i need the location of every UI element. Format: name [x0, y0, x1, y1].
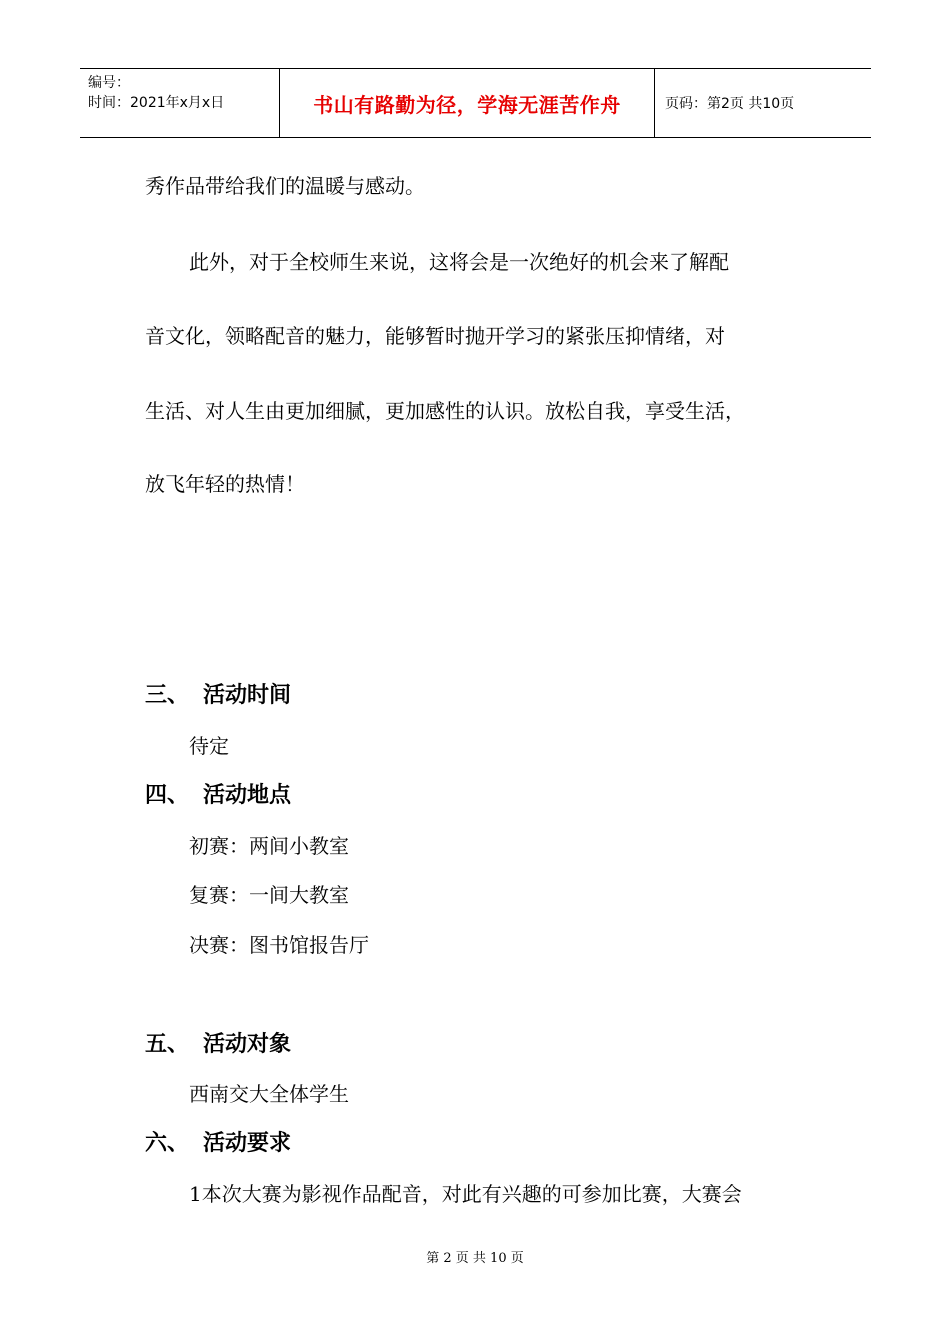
section-title: 活动对象: [203, 1032, 292, 1057]
section-text: 西南交大全体学生: [189, 1082, 349, 1106]
section-text: 复赛：一间大教室: [189, 883, 349, 907]
header-motto: 书山有路勤为径，学海无涯苦作舟: [280, 69, 655, 137]
paragraph-line: 秀作品带给我们的温暖与感动。: [145, 174, 425, 198]
paragraph-line: 此外，对于全校师生来说，这将会是一次绝好的机会来了解配: [189, 250, 729, 274]
header-meta: [80, 69, 280, 137]
header-page-number: 页码：第2页 共10页: [665, 96, 795, 112]
section-number: 三、: [145, 683, 190, 708]
section-text: 待定: [189, 734, 229, 758]
section-title: 活动要求: [203, 1131, 292, 1156]
header-number: 编号：: [88, 75, 130, 91]
section-text: 初赛：两间小教室: [189, 834, 349, 858]
section-title: 活动地点: [203, 783, 292, 808]
header-date: 时间：2021年x月x日: [88, 95, 225, 111]
section-number: 五、: [145, 1032, 190, 1057]
section-heading-time: [145, 681, 291, 711]
page-footer: 第 2 页 共 10 页: [426, 1251, 524, 1266]
section-number: 四、: [145, 783, 190, 808]
section-heading-requirements: [145, 1129, 291, 1159]
paragraph-line: 放飞年轻的热情！: [145, 472, 305, 496]
paragraph-line: 音文化，领略配音的魅力，能够暂时抛开学习的紧张压抑情绪，对: [145, 324, 725, 348]
section-heading-audience: [145, 1030, 291, 1060]
section-title: 活动时间: [203, 683, 292, 708]
section-number: 六、: [145, 1131, 190, 1156]
paragraph-line: 生活、对人生由更加细腻，更加感性的认识。放松自我，享受生活，: [145, 399, 745, 423]
section-text: 1本次大赛为影视作品配音，对此有兴趣的可参加比赛，大赛会: [189, 1182, 742, 1206]
page-header: [80, 68, 871, 138]
section-text: 决赛：图书馆报告厅: [189, 933, 369, 957]
section-heading-location: [145, 781, 291, 811]
